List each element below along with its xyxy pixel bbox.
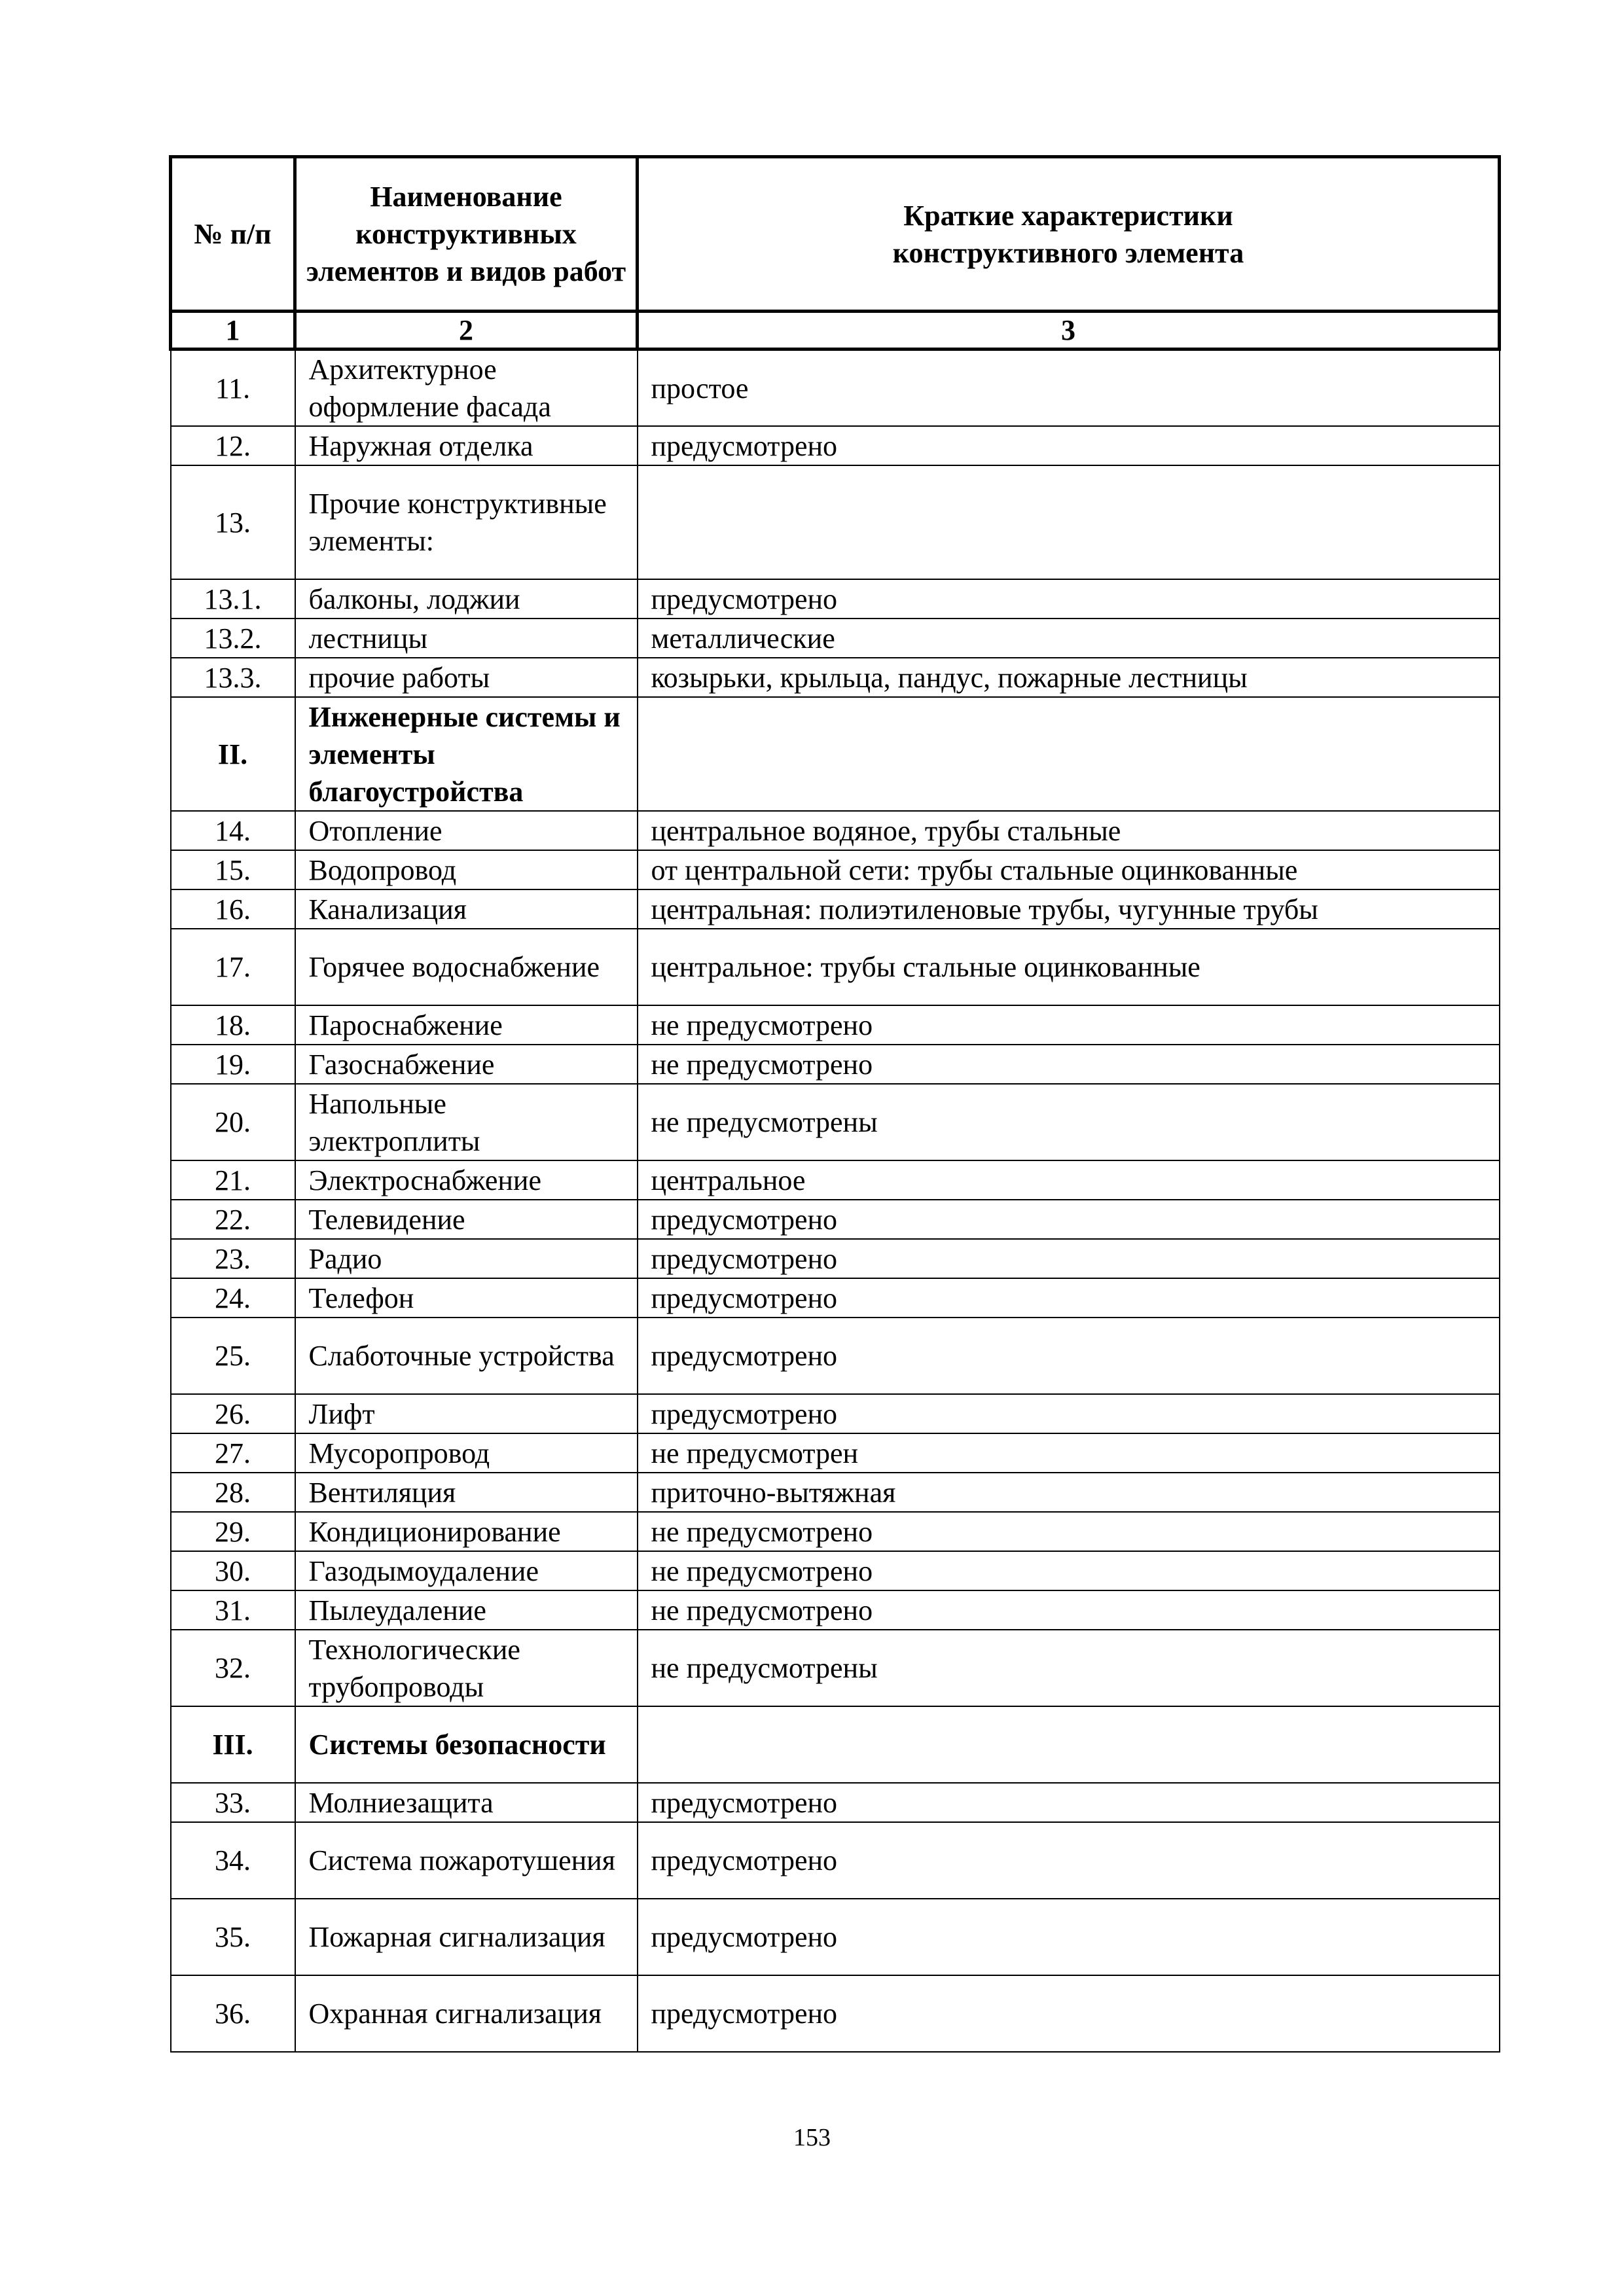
row-characteristics: приточно-вытяжная <box>638 1473 1500 1512</box>
row-characteristics: не предусмотрено <box>638 1590 1500 1630</box>
row-element-name: Мусоропровод <box>295 1433 638 1473</box>
row-element-name: Лифт <box>295 1394 638 1433</box>
table-row <box>171 850 1500 889</box>
row-number: 14. <box>171 811 295 850</box>
row-characteristics: не предусмотрено <box>638 1551 1500 1590</box>
row-characteristics: козырьки, крыльца, пандус, пожарные лестницы <box>638 658 1500 697</box>
row-characteristics: центральное водяное, трубы стальные <box>638 811 1500 850</box>
row-number: 24. <box>171 1278 295 1318</box>
row-number: 19. <box>171 1045 295 1084</box>
row-characteristics: предусмотрено <box>638 426 1500 465</box>
row-element-name: Радио <box>295 1239 638 1278</box>
row-element-name: Отопление <box>295 811 638 850</box>
row-element-name: Напольные электроплиты <box>295 1084 638 1160</box>
row-number: 36. <box>171 1975 295 2052</box>
table-row <box>171 1473 1500 1512</box>
row-characteristics: не предусмотрены <box>638 1630 1500 1706</box>
row-number: 17. <box>171 929 295 1005</box>
table-row <box>171 1045 1500 1084</box>
row-number: 13.2. <box>171 619 295 658</box>
table-row <box>171 1084 1500 1160</box>
header-characteristics: Краткие характеристики конструктивного элемента <box>638 157 1500 312</box>
row-element-name: Телевидение <box>295 1200 638 1239</box>
page-number: 153 <box>793 2124 831 2151</box>
row-characteristics: не предусмотрен <box>638 1433 1500 1473</box>
table-row <box>171 889 1500 929</box>
table-row <box>171 1630 1500 1706</box>
row-element-name: Пылеудаление <box>295 1590 638 1630</box>
row-element-name: Система пожаротушения <box>295 1822 638 1899</box>
row-characteristics: предусмотрено <box>638 1783 1500 1822</box>
row-element-name: Пожарная сигнализация <box>295 1899 638 1975</box>
characteristics-table <box>169 155 1501 2053</box>
row-characteristics: предусмотрено <box>638 1975 1500 2052</box>
column-number-3: 3 <box>638 312 1500 350</box>
table-row <box>171 350 1500 427</box>
row-number: 26. <box>171 1394 295 1433</box>
row-number: 16. <box>171 889 295 929</box>
row-characteristics: не предусмотрено <box>638 1512 1500 1551</box>
row-number: 33. <box>171 1783 295 1822</box>
row-characteristics: от центральной сети: трубы стальные оцинкованные <box>638 850 1500 889</box>
row-number: 27. <box>171 1433 295 1473</box>
row-number: II. <box>171 697 295 811</box>
table-row <box>171 1551 1500 1590</box>
table-body <box>171 350 1500 2053</box>
row-number: 29. <box>171 1512 295 1551</box>
row-characteristics: предусмотрено <box>638 1318 1500 1394</box>
header-element-name: Наименование конструктивных элементов и видов работ <box>295 157 638 312</box>
column-number-1: 1 <box>171 312 295 350</box>
row-characteristics: предусмотрено <box>638 1278 1500 1318</box>
table-row <box>171 1899 1500 1975</box>
table-row <box>171 1278 1500 1318</box>
row-number: 25. <box>171 1318 295 1394</box>
row-number: 12. <box>171 426 295 465</box>
row-characteristics <box>638 1706 1500 1783</box>
row-characteristics: металлические <box>638 619 1500 658</box>
row-element-name: Инженерные системы и элементы благоустройства <box>295 697 638 811</box>
row-number: 13. <box>171 465 295 579</box>
row-characteristics: не предусмотрены <box>638 1084 1500 1160</box>
row-characteristics: центральное: трубы стальные оцинкованные <box>638 929 1500 1005</box>
row-number: 35. <box>171 1899 295 1975</box>
table-row <box>171 579 1500 619</box>
row-number: 20. <box>171 1084 295 1160</box>
row-characteristics: предусмотрено <box>638 1899 1500 1975</box>
row-element-name: Молниезащита <box>295 1783 638 1822</box>
table-row <box>171 1512 1500 1551</box>
table-row <box>171 1318 1500 1394</box>
row-element-name: Прочие конструктивные элементы: <box>295 465 638 579</box>
table-row <box>171 1200 1500 1239</box>
section-row <box>171 1706 1500 1783</box>
row-element-name: Кондиционирование <box>295 1512 638 1551</box>
row-element-name: Пароснабжение <box>295 1005 638 1045</box>
table-row <box>171 619 1500 658</box>
section-row <box>171 697 1500 811</box>
row-number: III. <box>171 1706 295 1783</box>
table-row <box>171 1005 1500 1045</box>
row-number: 23. <box>171 1239 295 1278</box>
table-header <box>171 157 1500 350</box>
row-number: 11. <box>171 350 295 427</box>
row-element-name: Вентиляция <box>295 1473 638 1512</box>
column-number-row <box>171 312 1500 350</box>
row-element-name: Водопровод <box>295 850 638 889</box>
row-characteristics: предусмотрено <box>638 1822 1500 1899</box>
row-element-name: Технологические трубопроводы <box>295 1630 638 1706</box>
row-element-name: Системы безопасности <box>295 1706 638 1783</box>
row-element-name: прочие работы <box>295 658 638 697</box>
row-characteristics: не предусмотрено <box>638 1005 1500 1045</box>
row-number: 32. <box>171 1630 295 1706</box>
row-element-name: балконы, лоджии <box>295 579 638 619</box>
table-row <box>171 658 1500 697</box>
row-element-name: Электроснабжение <box>295 1160 638 1200</box>
table-row <box>171 1822 1500 1899</box>
row-element-name: Архитектурное оформление фасада <box>295 350 638 427</box>
row-characteristics <box>638 465 1500 579</box>
row-characteristics: предусмотрено <box>638 1239 1500 1278</box>
row-number: 22. <box>171 1200 295 1239</box>
row-element-name: Охранная сигнализация <box>295 1975 638 2052</box>
row-characteristics: центральное <box>638 1160 1500 1200</box>
row-number: 15. <box>171 850 295 889</box>
table-row <box>171 1975 1500 2052</box>
row-number: 13.3. <box>171 658 295 697</box>
row-number: 18. <box>171 1005 295 1045</box>
header-row <box>171 157 1500 312</box>
column-number-2: 2 <box>295 312 638 350</box>
row-number: 21. <box>171 1160 295 1200</box>
row-characteristics: центральная: полиэтиленовые трубы, чугунные трубы <box>638 889 1500 929</box>
row-number: 31. <box>171 1590 295 1630</box>
table-row <box>171 1433 1500 1473</box>
row-element-name: Телефон <box>295 1278 638 1318</box>
row-characteristics: предусмотрено <box>638 1394 1500 1433</box>
row-number: 34. <box>171 1822 295 1899</box>
row-element-name: Слаботочные устройства <box>295 1318 638 1394</box>
table-row <box>171 1783 1500 1822</box>
row-characteristics: простое <box>638 350 1500 427</box>
table-row <box>171 1590 1500 1630</box>
row-characteristics: предусмотрено <box>638 579 1500 619</box>
row-element-name: лестницы <box>295 619 638 658</box>
header-number: № п/п <box>171 157 295 312</box>
table-row <box>171 426 1500 465</box>
row-element-name: Газоснабжение <box>295 1045 638 1084</box>
table-row <box>171 1239 1500 1278</box>
table-row <box>171 1394 1500 1433</box>
table-row <box>171 929 1500 1005</box>
row-element-name: Наружная отделка <box>295 426 638 465</box>
row-element-name: Газодымоудаление <box>295 1551 638 1590</box>
table-row <box>171 811 1500 850</box>
table-row <box>171 1160 1500 1200</box>
row-element-name: Канализация <box>295 889 638 929</box>
row-characteristics: не предусмотрено <box>638 1045 1500 1084</box>
row-characteristics: предусмотрено <box>638 1200 1500 1239</box>
table-row <box>171 465 1500 579</box>
row-element-name: Горячее водоснабжение <box>295 929 638 1005</box>
row-number: 13.1. <box>171 579 295 619</box>
row-characteristics <box>638 697 1500 811</box>
row-number: 30. <box>171 1551 295 1590</box>
row-number: 28. <box>171 1473 295 1512</box>
